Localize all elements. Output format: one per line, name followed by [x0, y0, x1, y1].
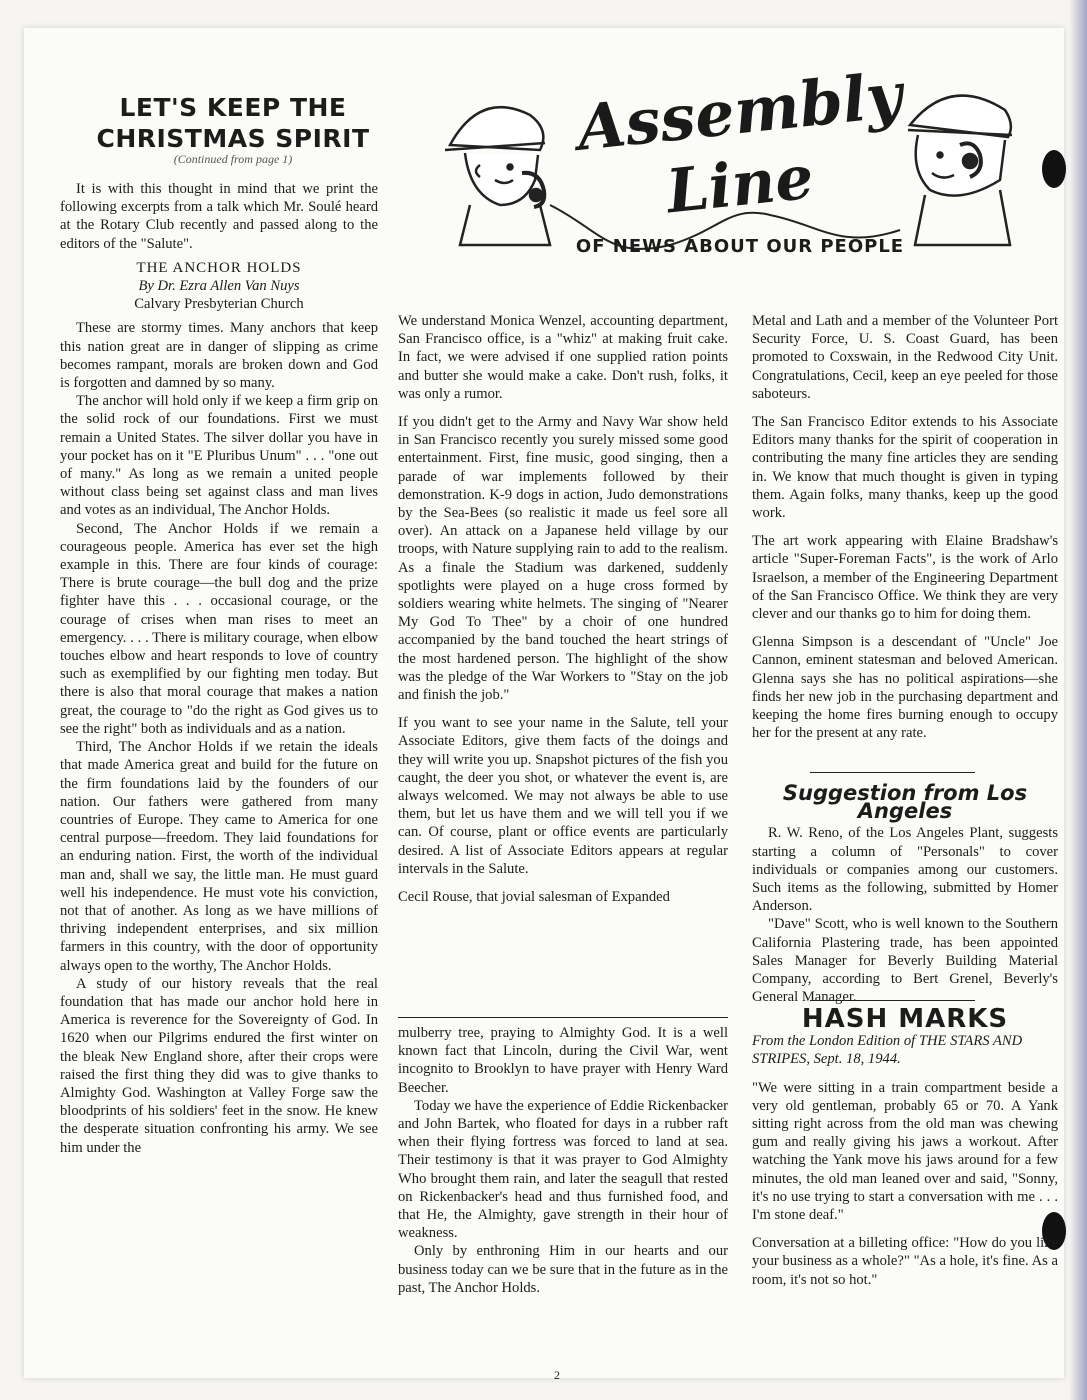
article-continuation: mulberry tree, praying to Almighty God. It is a well known fact that Lincoln, during the Civil War, went incognito to Brooklyn to have prayer with Henry Ward Beecher.	[398, 1025, 728, 1096]
news-item: Cecil Rouse, that jovial salesman of Expanded	[398, 889, 670, 906]
news-item: If you want to see your name in the Salute, tell your Associate Editors, give them facts of the doings and they will write you up. Snapshot pictures of the fish you caught, the deer you shot, or whatever the event is, are always welcomed. We may not always be able to use them, but let us have them and we will tell you if we can. Of course, plant or office events are particularly desired. A list of Associate Editors appears at regular intervals in the Salute.	[398, 715, 728, 877]
news-item: We understand Monica Wenzel, accounting department, San Francisco office, is a "whiz" at making fruit cake. In fact, we were advised if one supplied ration points and butter she would make a cake. Don't rush, folks, it was only a rumor.	[398, 313, 728, 402]
hash-marks-paragraph: "We were sitting in a train compartment beside a very old gentleman, probably 65 or 70. A Yank sitting right across from the old man was chewing gum and really giving his jaws a workout. After watching the Yank move his jaws around for a few minutes, the old man leaned over and said, "Sonny, it's no use trying to start a conversation with me . . . I'm stone deaf."	[752, 1079, 1058, 1224]
hash-marks-paragraph: Conversation at a billeting office: "How do you like your business as a whole?" "As a hole, it's fine. As a room, it's not so hot."	[752, 1235, 1058, 1288]
section-divider	[810, 1000, 975, 1001]
page-number: 2	[554, 1368, 560, 1382]
article-headline: LET'S KEEP THE CHRISTMAS SPIRIT	[96, 93, 370, 153]
punch-hole	[1042, 150, 1066, 188]
news-item: Metal and Lath and a member of the Volunteer Port Security Force, U. S. Coast Guard, has been promoted to Coxswain, in the Redwood City Unit. Congratulations, Cecil, keep an eye peeled for those saboteurs.	[752, 313, 1058, 402]
byline-author: By Dr. Ezra Allen Van Nuys	[138, 278, 300, 295]
page-edge-shadow	[1069, 0, 1087, 1400]
article-intro: It is with this thought in mind that we print the following excerpts from a talk which Mr. Soulé heard at the Rotary Club recently and passed along to the editors of the "Salute".	[60, 181, 378, 252]
article-continuation: Only by enthroning Him in our hearts and our business today can we be sure that in the future as in the past, The Anchor Holds.	[398, 1243, 728, 1296]
article-paragraph: The anchor will hold only if we keep a firm grip on the solid rock of our foundations. First we must remain a United States. The silver dollar you have in your pocket has on it "E Pluribus Unum" . . . "one out of many." As long as we remain a united people without class being set against class and man lives and votes as an individual, The Anchor Holds.	[60, 393, 378, 519]
news-item: The art work appearing with Elaine Bradshaw's article "Super-Foreman Facts", is the work of Arlo Israelson, a member of the Engineering Department of the San Francisco Office. We think they are very clever and our thanks go to him for doing them.	[752, 533, 1058, 623]
article-paragraph: A study of our history reveals that the real foundation that has made our anchor hold here in America is reverence for the Sovereignty of God. In 1620 when our Pilgrims endured the first winter on the bleak New England shore, after their crops were raised the first thing they did was to give thanks to Almighty God. Washington at Valley Forge saw the bloodprints of his soldiers' feet in the snow. He knew the desperate situation confronting his army. We see him under the	[60, 975, 378, 1156]
news-item: The San Francisco Editor extends to his Associate Editors many thanks for the spirit of cooperation in contributing the many fine articles they are sending in. We know that much thought is given in typing them. Again folks, many thanks, keep up the good work.	[752, 414, 1058, 522]
article-paragraph: Third, The Anchor Holds if we retain the ideals that made America great and build for the future on the firm foundations laid by the founders of our nation. Our fathers were gathered from many countries of Europe. They came to America for one central purpose—freedom. They laid foundations for an enduring nation. First, the worth of the individual man and, shall we say, the little man. He must guard well his independence. He must vote his conviction, not that of another. As long as we have millions of thriving independent enterprises, and six million farmers in this country, with the door of opportunity always open to the worthy, The Anchor Holds.	[60, 739, 378, 974]
article-paragraph: These are stormy times. Many anchors that keep this nation great are in danger of slipping as crime becomes rampant, morals are broken down and God is forgotten and damned by so many.	[60, 320, 378, 392]
suggestion-section	[752, 782, 1058, 1006]
left-column	[60, 180, 378, 1157]
section-divider	[810, 772, 975, 773]
suggestion-paragraph: R. W. Reno, of the Los Angeles Plant, suggests starting a column of "Personals" to cover individuals or companies among our customers. Such items as the following, submitted by Homer Anderson.	[752, 825, 1058, 915]
hash-marks-section	[752, 1004, 1058, 1299]
right-column	[752, 312, 1058, 752]
middle-continuation	[398, 1024, 728, 1297]
section-title: THE ANCHOR HOLDS	[136, 259, 302, 276]
article-paragraph: Second, The Anchor Holds if we remain a courageous people. America has ever set the high example in this. There are four kinds of courage: There is brute courage—the bull dog and the prize fighter have this . . . occasional courage, or the courage of crises when man rises to meet an emergency. . . . There is military courage, when elbow touches elbow and heart responds to love of country such as exemplified by our fighting men today. But there is also that moral courage that makes a nation great, the courage to "do the right as God gives us to see the right" both as individuals and as a nation.	[60, 520, 378, 737]
column-divider	[398, 1017, 728, 1018]
masthead-title-line2: Line	[663, 142, 817, 228]
article-continuation: Today we have the experience of Eddie Rickenbacker and John Bartek, who floated for days in a rubber raft when their flying fortress was forced to land at sea. Their testimony is that it was prayer to God Almighty Who brought them rain, and later the seagull that rested on Rickenbacker's head and thus furnished food, and that He, the Almighty, gave strength in their hour of weakness.	[398, 1097, 728, 1242]
masthead-subtitle: OF NEWS ABOUT OUR PEOPLE	[575, 236, 905, 257]
byline-church: Calvary Presbyterian Church	[134, 296, 304, 313]
suggestion-heading: Suggestion from Los Angeles	[782, 781, 1028, 824]
news-item: If you didn't get to the Army and Navy War show held in San Francisco recently you surely missed some good entertainment. First, fine music, good singing, then a parade of war implements followed by their demonstration. K-9 dogs in action, Judo demonstrations by the Sea-Bees (so realistic it made us feel sore all over). An attack on a Japanese held village by our troops, with Nature supplying rain to add to the realism. As a finale the Stadium was darkened, suddenly spotlights were played on a huge cross formed by soldiers wearing white helmets. The singing of "Nearer My God To Thee" by a choir of one hundred accompanied by the band touched the heart strings of the most hardened person. The highlight of the show was the pledge of the War Workers to "Stay on the job and finish the job."	[398, 414, 728, 704]
hash-marks-source: From the London Edition of THE STARS AND STRIPES, Sept. 18, 1944.	[752, 1033, 1023, 1068]
suggestion-paragraph: "Dave" Scott, who is well known to the Southern California Plastering trade, has been appointed Sales Manager for Beverly Building Material Company, according to Bert Grenel, Beverly's General Manager.	[752, 916, 1058, 1006]
news-item: Glenna Simpson is a descendant of "Uncle" Joe Cannon, eminent statesman and beloved American. Glenna says she has no political aspirations—she finds her new job in the purchasing department and keeping the home fires burning enough to occupy her for the present at any rate.	[752, 634, 1058, 742]
hash-marks-heading: HASH MARKS	[801, 1004, 1009, 1034]
continued-note: (Continued from page 1)	[173, 152, 293, 166]
masthead-title-line1: Assembly	[573, 58, 906, 165]
middle-column	[398, 312, 728, 916]
worker-right-icon	[908, 96, 1012, 245]
